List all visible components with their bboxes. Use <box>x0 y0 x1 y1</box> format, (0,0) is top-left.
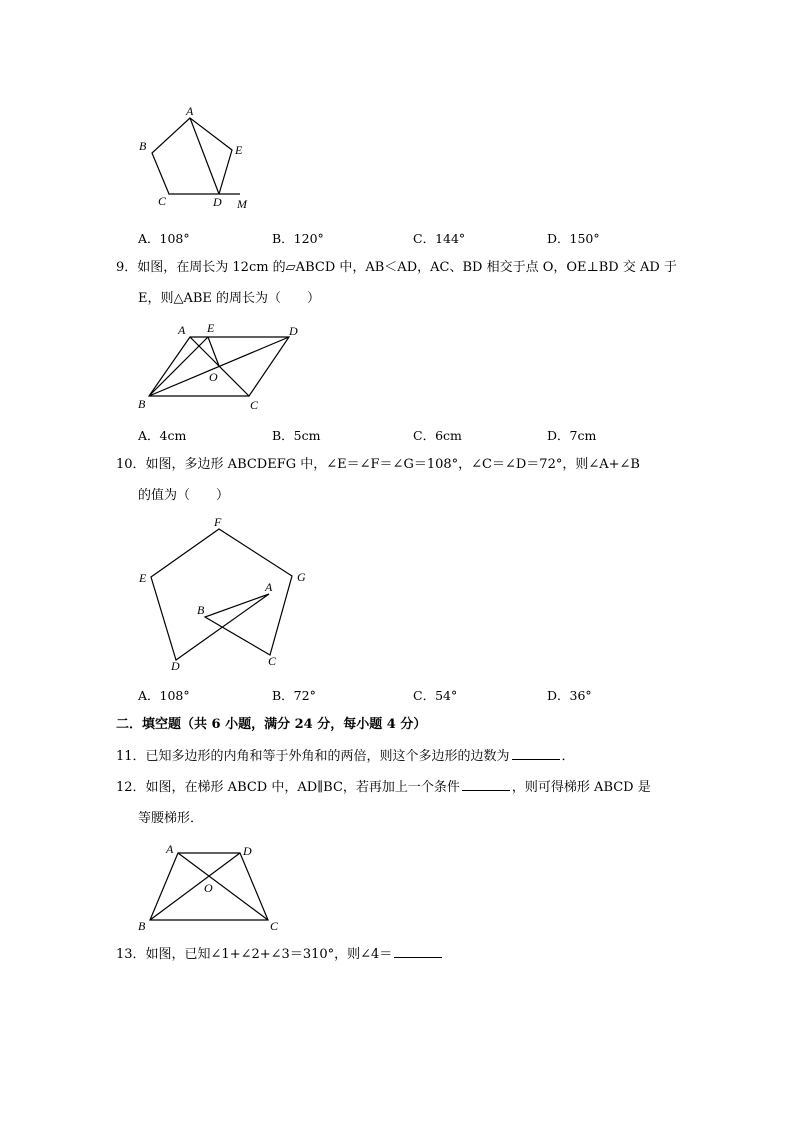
label-C: C <box>270 919 279 933</box>
label-E: E <box>235 143 243 157</box>
q8-option-d[interactable]: D．150° <box>547 231 600 246</box>
q9-option-b[interactable]: B．5cm <box>272 428 321 443</box>
label-E: E <box>207 321 215 335</box>
q10-option-c[interactable]: C．54° <box>413 688 458 703</box>
q10-stem-line2: 的值为（ ） <box>138 488 230 503</box>
label-A: A <box>166 842 174 856</box>
label-C: C <box>250 398 259 412</box>
label-A: A <box>178 323 186 337</box>
label-F: F <box>214 515 222 529</box>
q11-text: 11．已知多边形的内角和等于外角和的两倍，则这个多边形的边数为 <box>116 749 510 764</box>
q10-option-d[interactable]: D．36° <box>547 688 592 703</box>
label-B: B <box>138 397 146 411</box>
q10-option-a[interactable]: A．108° <box>138 688 190 703</box>
label-M: M <box>237 197 247 211</box>
q8-option-b[interactable]: B．120° <box>272 231 324 246</box>
q12-stem-line2: 等腰梯形． <box>138 811 204 826</box>
q13-answer-blank[interactable] <box>394 943 442 958</box>
q12-text-b: ，则可得梯形 ABCD 是 <box>511 780 651 795</box>
label-D: D <box>289 324 298 338</box>
q13-question <box>116 940 444 970</box>
label-C: C <box>268 654 277 668</box>
label-B: B <box>197 603 205 617</box>
label-B: B <box>139 139 147 153</box>
q9-stem-line2: E，则△ABE 的周长为（ ） <box>138 291 321 306</box>
label-A: A <box>186 104 194 118</box>
q11-end: ． <box>561 749 575 764</box>
label-E: E <box>139 571 147 585</box>
label-O: O <box>209 370 218 384</box>
q9-option-d[interactable]: D．7cm <box>547 428 597 443</box>
q10-option-b[interactable]: B．72° <box>272 688 316 703</box>
label-A: A <box>265 580 273 594</box>
q9-option-a[interactable]: A．4cm <box>138 428 187 443</box>
label-C: C <box>158 194 167 208</box>
label-D: D <box>171 659 180 673</box>
q9-stem-line1: 9．如图，在周长为 12cm 的▱ABCD 中，AB＜AD，AC、BD 相交于点 O，OE⊥BD 交 AD 于 <box>116 260 677 275</box>
q10-stem-line1: 10．如图，多边形 ABCDEFG 中，∠E＝∠F＝∠G＝108°，∠C＝∠D＝72°，则∠A+∠B <box>116 457 640 472</box>
q12-text-a: 12．如图，在梯形 ABCD 中，AD∥BC，若再加上一个条件 <box>116 780 460 795</box>
label-D: D <box>243 844 252 858</box>
label-O: O <box>204 881 213 895</box>
q8-option-c[interactable]: C．144° <box>413 231 466 246</box>
label-D: D <box>213 195 222 209</box>
q9-option-c[interactable]: C．6cm <box>413 428 462 443</box>
label-G: G <box>297 570 306 584</box>
section-2-heading: 二．填空题（共 6 小题，满分 24 分，每小题 4 分） <box>116 717 427 732</box>
q13-text: 13．如图，已知∠1+∠2+∠3＝310°，则∠4＝ <box>116 947 393 962</box>
q8-option-a[interactable]: A．108° <box>138 231 190 246</box>
label-B: B <box>138 919 146 933</box>
